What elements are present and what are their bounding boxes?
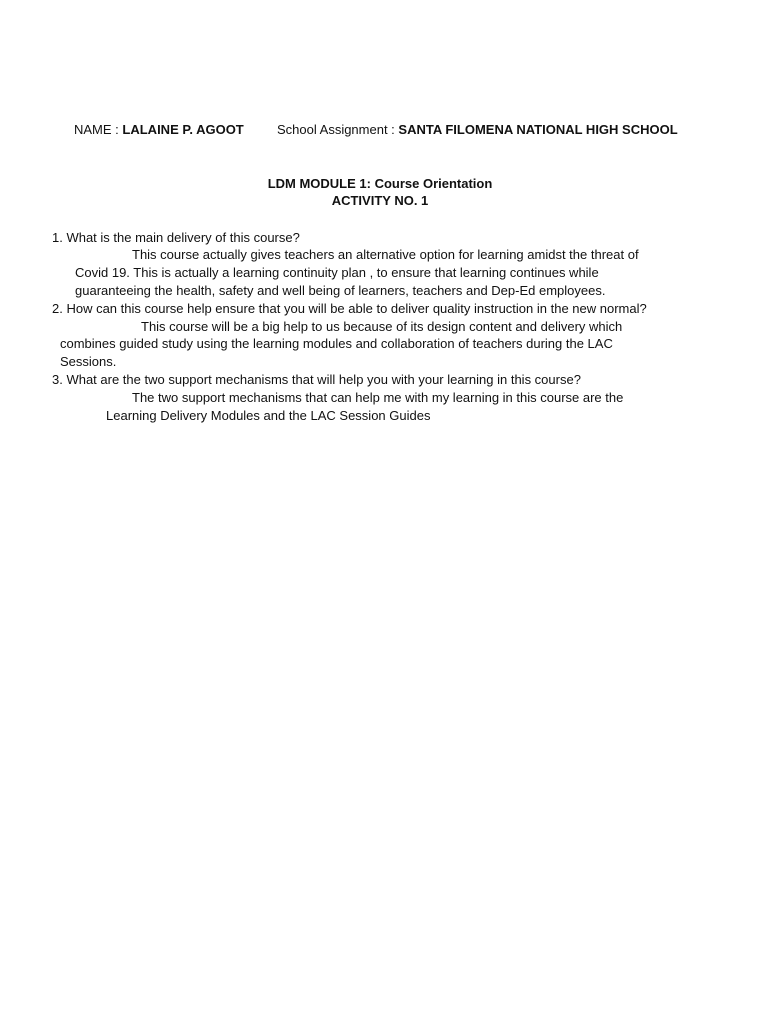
answer-1-line-1: This course actually gives teachers an alternative option for learning amidst the threat of <box>132 247 639 262</box>
activity-title: ACTIVITY NO. 1 <box>331 193 429 208</box>
answer-1-line-2: Covid 19. This is actually a learning continuity plan , to ensure that learning continues while <box>75 265 599 280</box>
answer-3-line-1: The two support mechanisms that can help me with my learning in this course are the <box>132 390 624 405</box>
module-title: LDM MODULE 1: Course Orientation <box>267 176 493 191</box>
answer-1-line-3: guaranteeing the health, safety and well being of learners, teachers and Dep-Ed employees. <box>75 283 606 298</box>
answer-2-line-2: combines guided study using the learning modules and collaboration of teachers during the LAC <box>60 336 613 351</box>
question-3: 3. What are the two support mechanisms that will help you with your learning in this course? <box>52 372 581 387</box>
answer-2-line-3: Sessions. <box>60 354 117 369</box>
name-label: NAME : <box>74 122 123 137</box>
answer-2-line-1: This course will be a big help to us because of its design content and delivery which <box>141 319 623 334</box>
name-line <box>74 121 244 138</box>
name-value: LALAINE P. AGOOT <box>122 122 244 137</box>
question-2: 2. How can this course help ensure that you will be able to deliver quality instruction in the new normal? <box>52 301 647 316</box>
school-label: School Assignment : <box>277 122 399 137</box>
school-line <box>277 121 678 138</box>
answer-3-line-2: Learning Delivery Modules and the LAC Session Guides <box>106 408 431 423</box>
school-value: SANTA FILOMENA NATIONAL HIGH SCHOOL <box>398 122 678 137</box>
question-1: 1. What is the main delivery of this course? <box>52 230 300 245</box>
